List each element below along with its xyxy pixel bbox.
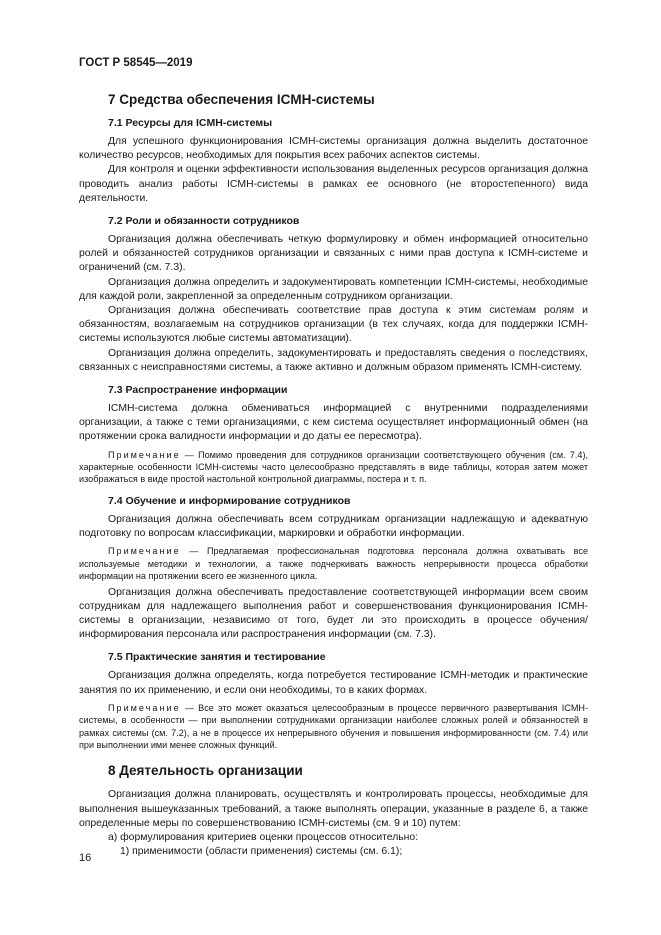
section-8-title: 8 Деятельность организации [108,763,303,779]
section-7-1-title: 7.1 Ресурсы для ICMH-системы [108,117,273,129]
list-item: а) формулирования критериев оценки процессов относительно: [108,831,419,843]
note-text: — Предлагаемая профессиональная подготовка персонала должна охватывать все используемые методики и технологии, а также подчеркивать важность непрерывности процесса обработки информации на протяжении всего ее жизненного цикла. [79,546,588,582]
paragraph: Организация должна обеспечивать соответствие прав доступа к этим системам ролям и обязанностям, возлагаемым на сотрудников организации (в тех случаях, когда для поддержки ICMH-системы используются любые системы автоматизации). [79,305,588,345]
paragraph: Организация должна обеспечивать предоставление соответствующей информации всем своим сотрудникам для надлежащего выполнения работ и совершенствования функционирования ICMH-системы в организации, независимо от того, будет ли это происходить в процессе обучения/информирования персонала или распространения информации (см. 7.3). [79,586,588,641]
document-body [79,92,588,859]
note [79,702,588,752]
paragraph: Организация должна обеспечивать четкую формулировку и обмен информацией относительно ролей и обязанностей сотрудников организации и связанных с ними прав доступа к ICMH-системе и ограничений (см. 7.3). [79,234,588,274]
section-7-3-title: 7.3 Распространение информации [108,384,288,397]
section-7-5-title: 7.5 Практические занятия и тестирование [108,651,326,664]
paragraph: ICMH-система должна обмениваться информацией с внутренними подразделениями организации, а также с теми организациями, с кем система осуществляет информационный обмен (на протяжении срока валидности информации и до даты ее пересмотра). [79,403,588,443]
note-label: Примечание [108,449,181,460]
paragraph: Для успешного функционирования ICMH-системы организация должна выделить достаточное количество ресурсов, необходимых для покрытия всех рабочих аспектов системы. [79,136,588,162]
note-label: Примечание [108,702,181,713]
paragraph: Организация должна определить и задокументировать компетенции ICMH-системы, необходимые для каждой роли, закрепленной за определенным сотрудником организации. [79,276,588,302]
paragraph: Организация должна определить, задокументировать и предоставлять сведения о последствиях, связанных с неисправностями системы, а также активно и должным образом применять ICMH-систему. [79,347,588,373]
note-text: — Помимо проведения для сотрудников организации соответствующего обучения (см. 7.4), характерные особенности ICMH-системы часто целесообразно представлять в виде таблицы, которая затем может изображаться в виде простой настольной контрольной диаграммы, постера и т. п. [79,449,588,485]
section-7-title: 7 Средства обеспечения ICMH-системы [108,92,375,107]
paragraph: Организация должна обеспечивать всем сотрудникам организации надлежащую и адекватную подготовку по вопросам классификации, маркировки и обработки информации. [79,513,588,540]
note-text: — Все это может оказаться целесообразным в процессе первичного развертывания ICMH-системы, в особенности — при выполнении сотрудниками организации наиболее сложных ролей и обязанностей в рамках системы (см. 7.2), а не в процессе их непрерывного обучения и повышения информированности (см. 7.4) или при выполнении ими менее сложных функций. [79,702,588,750]
note-label: Примечание [108,546,181,557]
paragraph: Организация должна определять, когда потребуется тестирование ICMH-методик и практические занятия по их применению, и если они необходимы, то в каких формах. [79,670,588,696]
paragraph: Организация должна планировать, осуществлять и контролировать процессы, необходимые для выполнения вышеуказанных требований, а также выполнять операции, указанные в разделе 6, а также определенные меры по совершенствованию ICMH-системы (см. 9 и 10) путем: [79,789,588,829]
note [79,449,588,486]
section-7-4-title: 7.4 Обучение и информирование сотрудников [108,494,351,507]
list-item: 1) применимости (области применения) системы (см. 6.1); [120,846,403,858]
page-number: 16 [79,852,92,864]
paragraph: Для контроля и оценки эффективности использования выделенных ресурсов организация должна проводить анализ работы ICMH-системы в рамках ее основного (не второстепенного) вида деятельности. [79,164,588,204]
note [79,545,588,582]
section-7-2-title: 7.2 Роли и обязанности сотрудников [108,215,300,228]
document-header: ГОСТ Р 58545—2019 [79,57,193,69]
